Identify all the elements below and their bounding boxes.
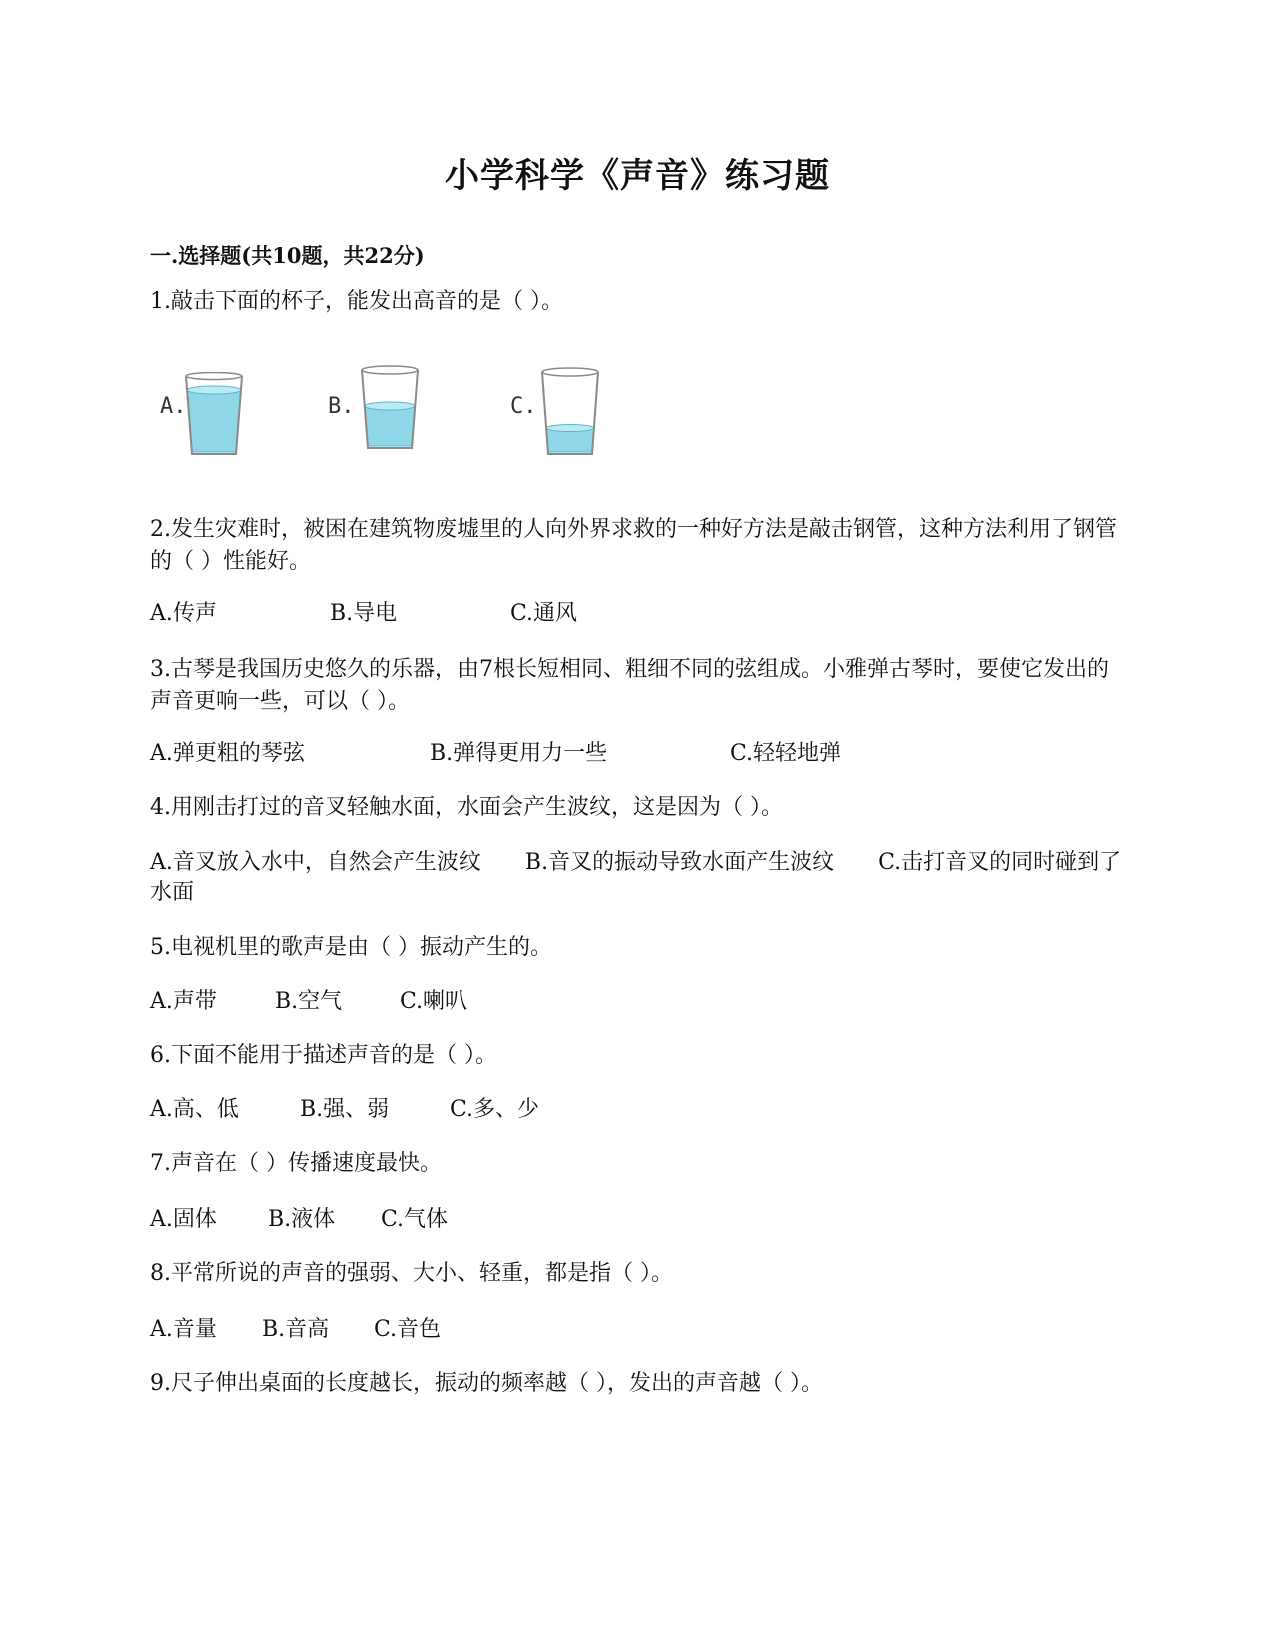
question-5-options bbox=[150, 986, 467, 1018]
section-heading: 一.选择题(共10题，共22分) bbox=[150, 243, 425, 268]
question-9: 9.尺子伸出桌面的长度越长，振动的频率越（ ），发出的声音越（ ）。 bbox=[150, 1371, 823, 1396]
question-6-option-a: A.高、低 bbox=[150, 1097, 239, 1122]
cup-a-water bbox=[187, 390, 241, 452]
cup-label-a: A. bbox=[160, 394, 187, 419]
question-7-options bbox=[150, 1204, 448, 1236]
cup-label-b: B. bbox=[328, 394, 355, 419]
question-6-options bbox=[150, 1094, 539, 1126]
question-2: 2.发生灾难时，被困在建筑物废墟里的人向外界求救的一种好方法是敲击钢管，这种方法利用了钢管的（ ）性能好。 bbox=[150, 517, 1117, 574]
question-2-options bbox=[150, 598, 577, 630]
question-2-option-a: A.传声 bbox=[150, 601, 217, 626]
question-4-options bbox=[150, 848, 1125, 908]
question-4-option-b: B.音叉的振动导致水面产生波纹 bbox=[524, 850, 835, 875]
question-8-option-b: B.音高 bbox=[262, 1317, 330, 1342]
cups-figure bbox=[160, 372, 640, 482]
question-3-option-a: A.弹更粗的琴弦 bbox=[150, 741, 305, 766]
question-8-options bbox=[150, 1314, 441, 1346]
question-8-option-a: A.音量 bbox=[150, 1317, 217, 1342]
question-7: 7.声音在（ ）传播速度最快。 bbox=[150, 1151, 442, 1176]
question-7-option-b: B.液体 bbox=[268, 1207, 336, 1232]
question-6-option-c: C.多、少 bbox=[450, 1097, 540, 1122]
cup-b-water bbox=[365, 406, 415, 446]
question-4-option-c: C.击打音叉的同时碰到了水面 bbox=[150, 850, 1122, 905]
question-1: 1.敲击下面的杯子，能发出高音的是（ ）。 bbox=[150, 289, 563, 314]
cup-label-c: C. bbox=[510, 394, 537, 419]
question-5-option-c: C.喇叭 bbox=[400, 989, 468, 1014]
question-5: 5.电视机里的歌声是由（ ）振动产生的。 bbox=[150, 935, 552, 960]
question-4-option-a: A.音叉放入水中，自然会产生波纹 bbox=[150, 850, 481, 875]
question-2-option-b: B.导电 bbox=[330, 601, 398, 626]
question-3: 3.古琴是我国历史悠久的乐器，由7根长短相同、粗细不同的弦组成。小雅弹古琴时，要使它发出的声音更响一些，可以（ ）。 bbox=[150, 657, 1109, 714]
question-5-option-b: B.空气 bbox=[275, 989, 343, 1014]
page-title: 小学科学《声音》练习题 bbox=[445, 156, 830, 196]
question-4: 4.用刚击打过的音叉轻触水面，水面会产生波纹，这是因为（ ）。 bbox=[150, 795, 783, 820]
question-2-option-c: C.通风 bbox=[510, 601, 578, 626]
question-3-option-b: B.弹得更用力一些 bbox=[430, 741, 608, 766]
question-3-options bbox=[150, 738, 841, 770]
question-6-option-b: B.强、弱 bbox=[300, 1097, 390, 1122]
question-5-option-a: A.声带 bbox=[150, 989, 217, 1014]
question-3-option-c: C.轻轻地弹 bbox=[730, 741, 842, 766]
question-6: 6.下面不能用于描述声音的是（ ）。 bbox=[150, 1043, 497, 1068]
cup-b-icon bbox=[360, 364, 420, 450]
cup-c-icon bbox=[540, 366, 600, 456]
cup-a-icon bbox=[184, 372, 244, 456]
question-8: 8.平常所说的声音的强弱、大小、轻重，都是指（ ）。 bbox=[150, 1261, 673, 1286]
question-7-option-a: A.固体 bbox=[150, 1207, 217, 1232]
question-7-option-c: C.气体 bbox=[381, 1207, 449, 1232]
question-8-option-c: C.音色 bbox=[374, 1317, 442, 1342]
